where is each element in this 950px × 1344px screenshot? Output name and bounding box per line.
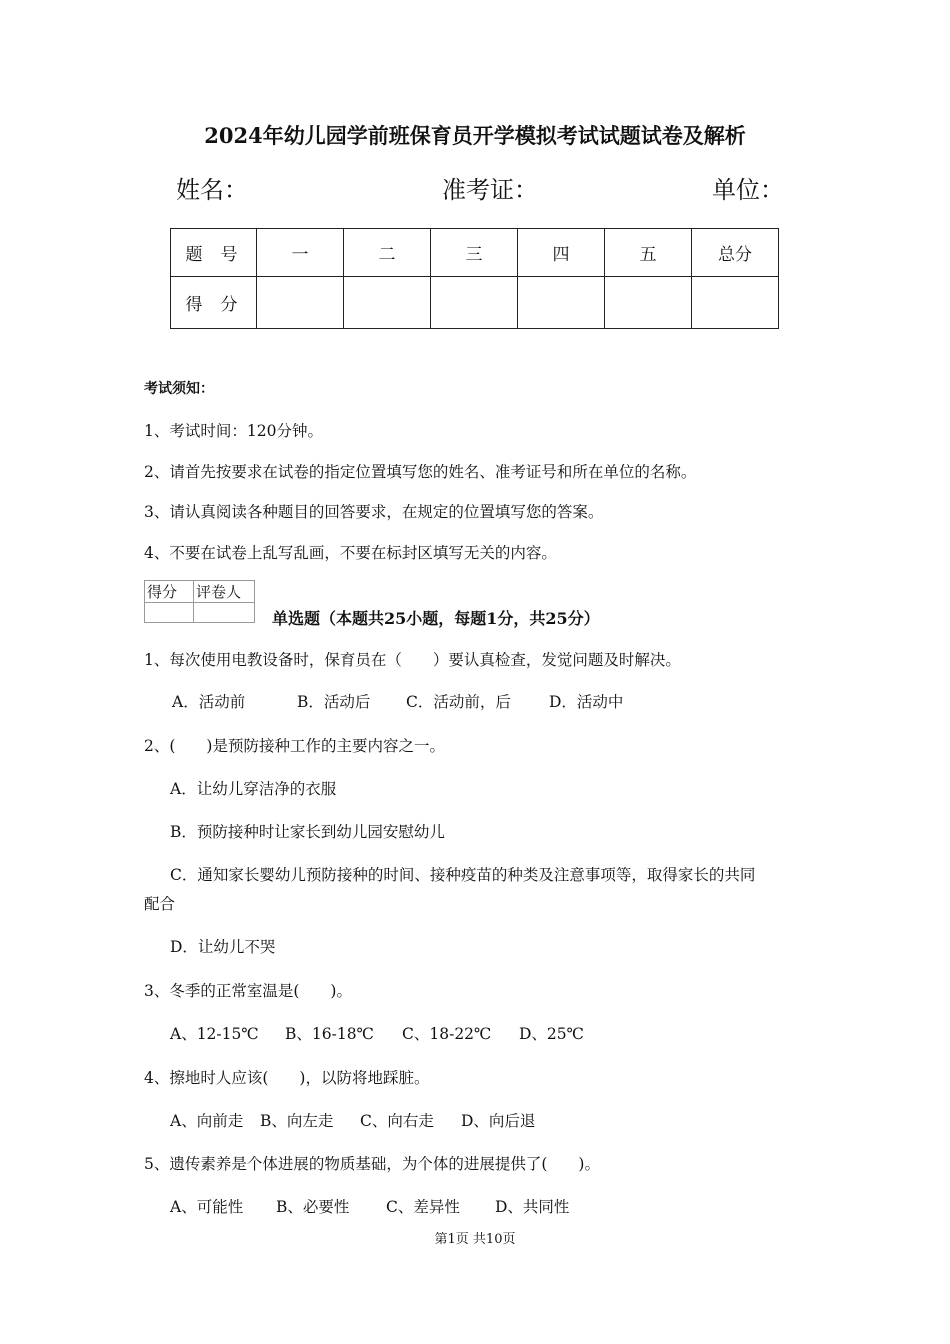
question-option: D．活动中 [549,693,624,711]
question-option: B、16-18℃ [285,1025,374,1043]
question-stem: 4、擦地时人应该( )，以防将地踩脏。 [144,1069,430,1087]
score-table-header-cell: 一 [257,229,344,277]
score-row-label: 得分 [171,277,257,329]
question-option: B、向左走 [260,1112,334,1130]
score-table-score-row [171,277,779,329]
question-option: B．预防接种时让家长到幼儿园安慰幼儿 [170,823,445,841]
instruction-item: 1、考试时间：120分钟。 [144,422,323,440]
score-cell [605,277,692,329]
score-cell [692,277,779,329]
section-title: 单选题（本题共25小题，每题1分，共25分） [272,609,600,628]
question-option: A．让幼儿穿洁净的衣服 [170,780,337,798]
score-table-header-cell: 五 [605,229,692,277]
question-option: C、向右走 [360,1112,434,1130]
question-option: C、差异性 [386,1198,460,1216]
score-cell [257,277,344,329]
grader-name-label: 评卷人 [194,581,255,603]
question-option: C．通知家长婴幼儿预防接种的时间、接种疫苗的种类及注意事项等，取得家长的共同 [170,866,756,884]
page-title: 2024年幼儿园学前班保育员开学模拟考试试题试卷及解析 [204,123,746,148]
question-option: C、18-22℃ [402,1025,492,1043]
name-field-label: 姓名： [176,176,248,204]
question-option-continuation: 配合 [144,895,176,913]
question-option: A、12-15℃ [170,1025,259,1043]
unit-field-label: 单位： [712,176,784,204]
question-option: C．活动前，后 [406,693,511,711]
question-stem: 3、冬季的正常室温是( )。 [144,982,352,1000]
score-table-header-cell: 四 [518,229,605,277]
score-cell [431,277,518,329]
question-option: A．活动前 [172,693,246,711]
score-table-header-cell: 总分 [692,229,779,277]
score-table-header-cell: 三 [431,229,518,277]
instruction-item: 2、请首先按要求在试卷的指定位置填写您的姓名、准考证号和所在单位的名称。 [144,463,697,481]
question-option: B、必要性 [276,1198,350,1216]
question-option: A、向前走 [170,1112,244,1130]
score-table [170,228,779,329]
question-stem: 1、每次使用电教设备时，保育员在（ ）要认真检查，发觉问题及时解决。 [144,651,681,669]
question-option: A、可能性 [170,1198,244,1216]
instruction-item: 4、不要在试卷上乱写乱画，不要在标封区填写无关的内容。 [144,544,557,562]
page-footer: 第1页 共10页 [434,1232,516,1247]
score-table-header-cell: 二 [344,229,431,277]
exam-id-field-label: 准考证： [442,176,538,204]
question-option: B．活动后 [297,693,371,711]
question-option: D、共同性 [495,1198,570,1216]
instruction-item: 3、请认真阅读各种题目的回答要求，在规定的位置填写您的答案。 [144,503,604,521]
grader-name-cell [194,603,255,623]
score-table-header-row [171,229,779,277]
instructions-heading: 考试须知： [144,381,214,397]
question-option: D、25℃ [519,1025,584,1043]
grader-box [144,580,255,623]
score-cell [518,277,605,329]
question-option: D、向后退 [461,1112,536,1130]
score-cell [344,277,431,329]
grader-score-cell [145,603,194,623]
grader-score-label: 得分 [145,581,194,603]
question-stem: 5、遗传素养是个体进展的物质基础，为个体的进展提供了( )。 [144,1155,600,1173]
score-table-header-cell: 题号 [171,229,257,277]
question-option: D．让幼儿不哭 [170,938,276,956]
question-stem: 2、( )是预防接种工作的主要内容之一。 [144,737,445,755]
